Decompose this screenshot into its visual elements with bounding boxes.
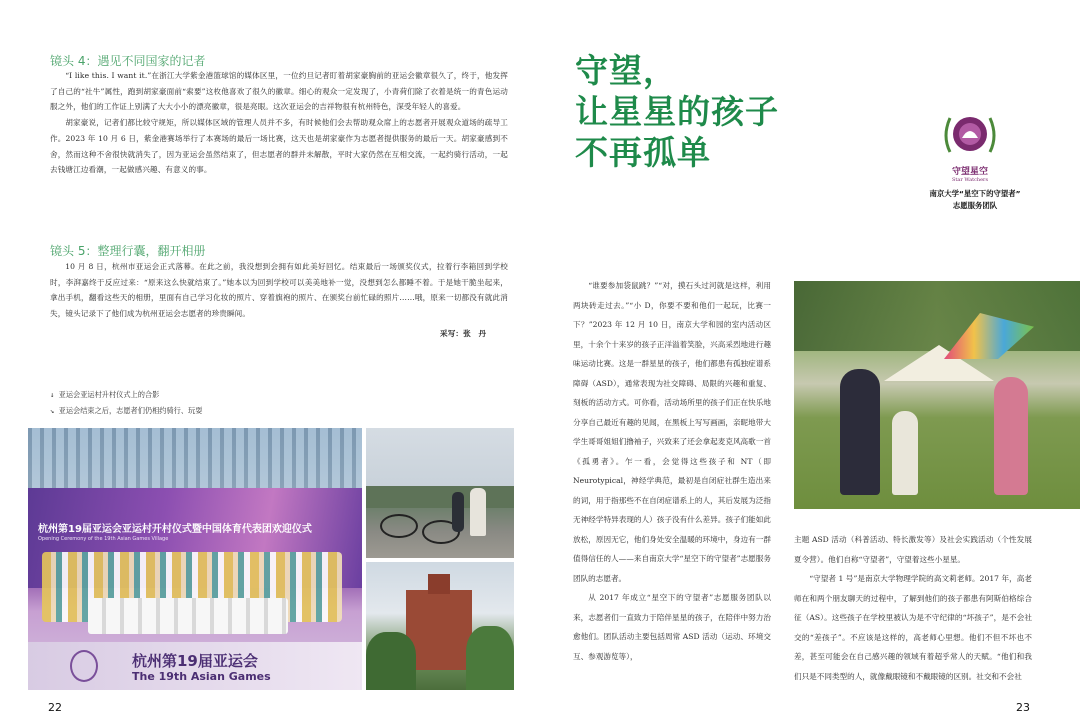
tree-canopy bbox=[794, 281, 1080, 351]
sign-logo-icon bbox=[70, 650, 98, 682]
adult-figure bbox=[840, 369, 880, 495]
sign-text-en: The 19th Asian Games bbox=[132, 670, 271, 683]
trees-left bbox=[366, 632, 416, 690]
ceremony-photo bbox=[28, 428, 362, 690]
section4-heading: 镜头 4：遇见不同国家的记者 bbox=[50, 54, 206, 68]
section5-paragraph: 10 月 8 日，杭州市亚运会正式落幕。在此之前，我没想到会拥有如此美好回忆。结束最后一场颁奖仪式，拉着行李箱回到学校时，李湃嘉终于反应过来：“原来这么快就结束了。”她本以为回到学校可以美美地补一觉，没想到怎么都睡不着。于是她干脆坐起来，拿出手机，翻看这些天的相册，里面有自己学习化妆的照片、穿着旗袍的照片、在颁奖台前忙碌的照片……哦，原来一切都没有就此消失，镜头记录下了他们成为杭州亚运会志愿者的珍贵瞬间。 bbox=[50, 262, 508, 319]
backdrop-text: 杭州第19届亚运会亚运村开村仪式暨中国体育代表团欢迎仪式 bbox=[38, 524, 312, 535]
right-paragraph: 主题 ASD 活动（科普活动、特长激发等）及社会实践活动（个性发展夏令营）。他们自称“守望者”，守望着这些小星星。 bbox=[794, 535, 1032, 564]
child-figure bbox=[892, 411, 918, 495]
article-title bbox=[575, 50, 779, 173]
sign-text-cn: 杭州第19届亚运会 bbox=[132, 652, 258, 670]
building-photo bbox=[366, 562, 514, 690]
laurel-icon bbox=[940, 112, 1000, 160]
cycling-photo bbox=[366, 428, 514, 558]
page-number-left: 22 bbox=[48, 701, 62, 714]
trees-right bbox=[466, 626, 514, 690]
org-line: 志愿服务团队 bbox=[952, 201, 998, 210]
title-line: 让星星的孩子 bbox=[575, 92, 779, 131]
section5-heading: 镜头 5：整理行囊，翻开相册 bbox=[50, 244, 206, 258]
section4-body bbox=[50, 68, 508, 178]
right-paragraph: “守望者 1 号”是南京大学物理学院的高文莉老师。2017 年，高老师在和两个朋友聊天的过程中，了解到他们的孩子都患有阿斯伯格综合征（AS）。这些孩子在学校里被认为是不守纪律的“坏孩子”，是不会社交的“差孩子”。不应该是这样的，高老师心里想。他们不但不坏也不差，甚至可能会在自己感兴趣的领域有着超乎常人的天赋。“他们和我们只是不同类型的人，就像戴眼镜和不戴眼镜的区别。社交和不会社 bbox=[794, 574, 1032, 681]
right-column bbox=[794, 530, 1032, 686]
caption-2: ↘ 亚运会结束之后，志愿者们仍相约骑行、玩耍 bbox=[50, 406, 203, 415]
middle-paragraph: “谁要参加袋鼠跳？”“对，摸石头过河就是这样，利用两块砖走过去。”“小 D，你要不要和他们一起玩，比赛一下？”2023 年 12 月 10 日，南京大学和园的室内活动区里，十余个十来岁的孩子正洋溢着笑脸，兴高采烈地进行趣味运动比赛。这是一群星星的孩子，他们都患有孤独症谱系障碍（ASD），通常表现为社交障碍、局限的兴趣和重复、刻板的活动方式。可你看，活动场所里的孩子们正在快乐地分享自己最近有趣的见闻，在黑板上写写画画，亲昵地带大学生哥哥姐姐们撸袖子，兴致来了还会拿起麦克风高歌一首《孤勇者》。乍一看，会觉得这些孩子和 NT（即 Neurotypical，神经学典范，最初是自闭症社群生造出来的词，用于指那些不在自闭症谱系上的人，其后发展为泛指无神经学特异表现的人）孩子没有什么差异。孩子们能如此放松，原因无它，他们身处安全温暖的环境中，身边有一群值得信任的人——来自南京大学“星空下的守望者”志愿服务团队的志愿者。 bbox=[573, 281, 771, 583]
caption-1: ↓ 亚运会亚运村升村仪式上的合影 bbox=[50, 390, 160, 399]
star-watchers-logo bbox=[940, 112, 1000, 182]
logo-en: Star Watchers bbox=[951, 177, 989, 183]
page-number-right: 23 bbox=[1016, 701, 1030, 714]
org-line: 南京大学“星空下的守望者” bbox=[929, 189, 1021, 198]
middle-column bbox=[573, 276, 771, 666]
bike-1 bbox=[380, 514, 418, 538]
kite-photo bbox=[794, 281, 1080, 509]
middle-paragraph: 从 2017 年成立“星空下的守望者”志愿服务团队以来，志愿者们一直致力于陪伴星星的孩子，在陪伴中努力治愈他们。团队活动主要包括周常 ASD 活动（运动、环境交互、参观游览等）， bbox=[573, 593, 771, 661]
title-line: 不再孤单 bbox=[575, 133, 711, 172]
girl-figure bbox=[994, 377, 1028, 495]
tree-line bbox=[366, 486, 514, 508]
logo-cn: 守望星空 bbox=[951, 167, 988, 177]
byline: 采写：张 丹 bbox=[440, 329, 487, 338]
backdrop-subtext: Opening Ceremony of the 19th Asian Games Village bbox=[38, 536, 169, 542]
person-2 bbox=[452, 492, 464, 532]
org-name bbox=[908, 188, 1042, 212]
brick-tower bbox=[428, 574, 450, 594]
people-front bbox=[88, 598, 288, 634]
section5-body bbox=[50, 259, 508, 322]
person-1 bbox=[470, 488, 486, 536]
title-line: 守望， bbox=[575, 51, 677, 90]
section4-paragraph: 胡家豪说，记者们都比较守规矩，所以媒体区域的管理人员并不多，有时候他们会去帮助观众席上的志愿者开展观众道场的疏导工作。2023 年 10 月 6 日，紫金港赛场举行了本赛场的最后一场比赛，这天也是胡家豪作为志愿者提供服务的最后一天。胡家豪感到不舍，然而这种不舍很快就消失了，因为亚运会虽然结束了，但志愿者的群并未解散，平时大家仍然在互相交流，一起约骑行活动，一起去钱塘江边看潮，一起做感兴趣、有意义的事。 bbox=[50, 118, 508, 175]
section4-paragraph: “I like this. I want it.”在浙江大学紫金港篮球馆的媒体区里，一位约旦记者盯着胡家豪胸前的亚运会徽章很久了，终于，他发挥了自己的“社牛”属性，跑到胡家豪面前“索要”这枚他喜欢了很久的徽章。细心的观众一定发现了，小青荷们除了衣着是统一的青色运动服之外，他们的工作证上别满了大大小小的漂亮徽章，很是亮眼。这次亚运会的吉祥物很有杭州特色，深受年轻人的喜爱。 bbox=[50, 71, 508, 112]
